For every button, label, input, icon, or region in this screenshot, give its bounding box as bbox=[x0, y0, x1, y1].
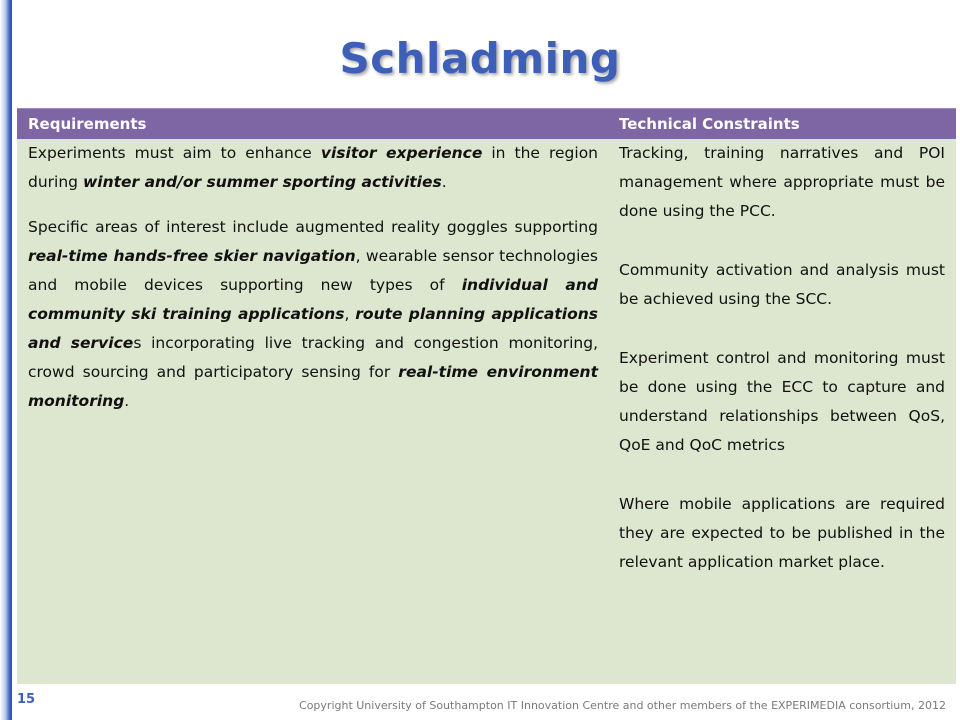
text-run: Specific areas of interest include augmented reality goggles supporting bbox=[28, 218, 598, 236]
emphasis-ski-training: individual and community ski training applications bbox=[28, 276, 598, 323]
constraint-mobile-apps: Where mobile applications are required they are expected to be published in the relevant application market place. bbox=[619, 495, 945, 571]
requirements-paragraph-2 bbox=[28, 213, 598, 416]
requirements-paragraph-1 bbox=[28, 139, 598, 197]
emphasis-environment-monitoring: real-time environment monitoring bbox=[28, 363, 598, 410]
emphasis-visitor-experience: visitor experience bbox=[320, 144, 483, 162]
emphasis-sporting-activities: winter and/or summer sporting activities bbox=[82, 173, 442, 191]
text-run: , bbox=[344, 305, 356, 323]
left-accent-bar bbox=[0, 0, 12, 720]
slide-title: Schladming bbox=[339, 34, 621, 83]
header-technical-constraints: Technical Constraints bbox=[619, 115, 800, 133]
copyright-footer: Copyright University of Southampton IT Innovation Centre and other members of the EXPERIMEDIA consortium, 2012 bbox=[299, 699, 946, 712]
constraints-column bbox=[619, 139, 945, 607]
text-run: . bbox=[441, 173, 447, 191]
header-requirements: Requirements bbox=[28, 115, 147, 133]
constraint-pcc: Tracking, training narratives and POI management where appropriate must be done using the PCC. bbox=[619, 144, 945, 220]
text-run: s incorporating live tracking and congestion monitoring, crowd sourcing and participatory sensing for bbox=[28, 334, 598, 381]
requirements-table bbox=[17, 108, 956, 684]
page-number: 15 bbox=[17, 692, 36, 707]
constraint-ecc: Experiment control and monitoring must be done using the ECC to capture and understand relationships between QoS, QoE and QoC metrics bbox=[619, 349, 945, 454]
requirements-column bbox=[28, 139, 598, 432]
emphasis-route-planning: route planning applications and service bbox=[28, 305, 598, 352]
constraint-scc: Community activation and analysis must be achieved using the SCC. bbox=[619, 261, 945, 308]
emphasis-skier-navigation: real-time hands-free skier navigation bbox=[28, 247, 356, 265]
text-run: in the region during bbox=[28, 144, 598, 191]
text-run: , wearable sensor technologies and mobile devices supporting new types of bbox=[28, 247, 598, 294]
text-run: . bbox=[124, 392, 130, 410]
text-run: Experiments must aim to enhance bbox=[28, 144, 321, 162]
table-header-row bbox=[17, 108, 956, 139]
